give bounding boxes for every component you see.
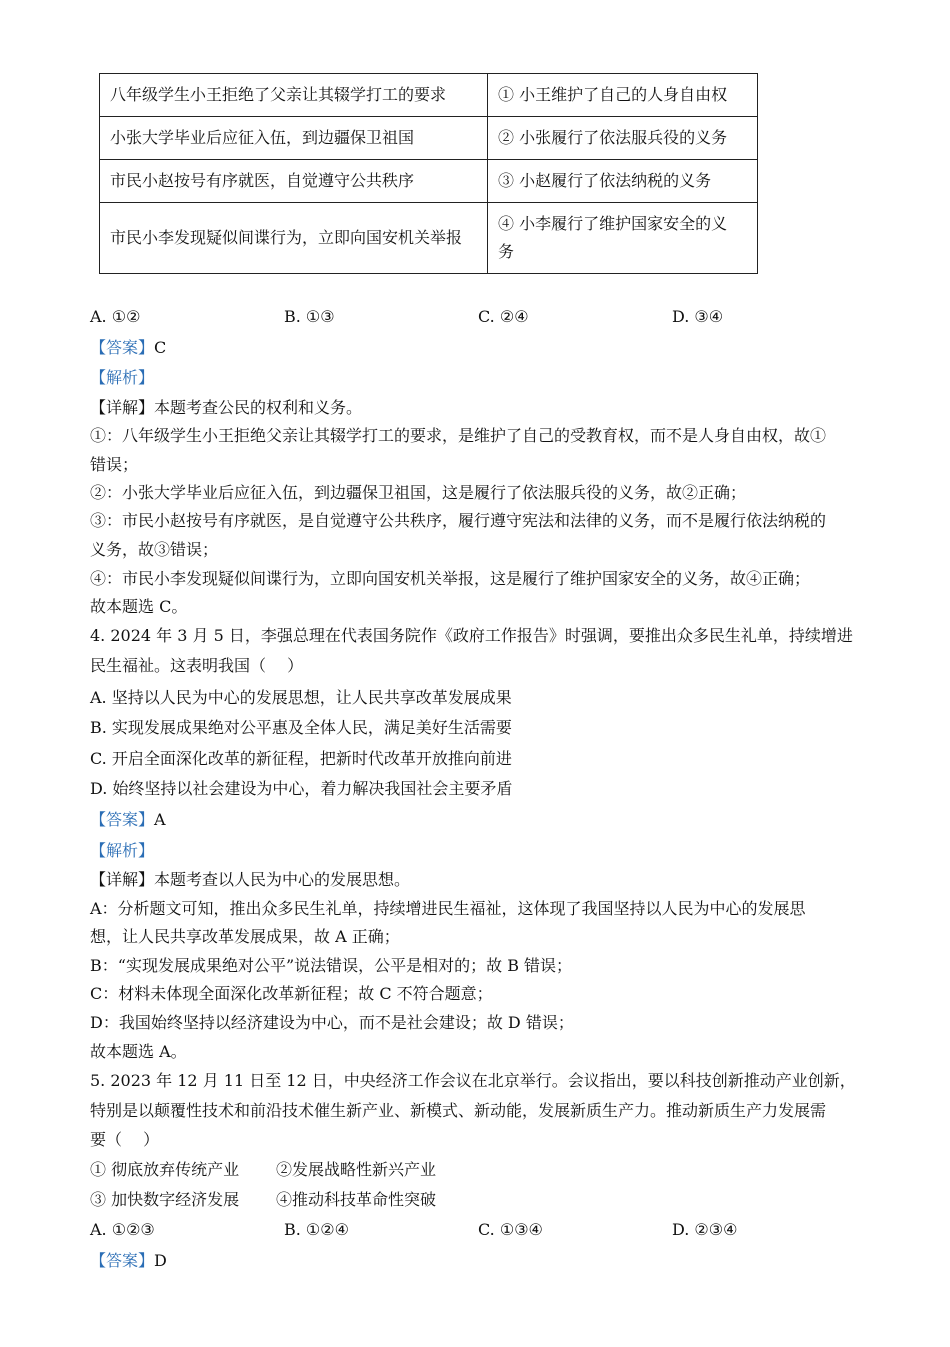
q3-answer [90,333,166,363]
answer-tag: 【答案】 [90,338,155,357]
q5-option-b: B. ①②④ [284,1220,349,1239]
q5-item: ④推动科技革命性突破 [276,1190,437,1209]
table-cell: ③ 小赵履行了依法纳税的义务 [488,160,758,203]
q3-option-d: D. ③④ [672,307,724,326]
answer-tag: 【答案】 [90,1251,155,1270]
q3-explanation-line: ①：八年级学生小王拒绝父亲让其辍学打工的要求，是维护了自己的受教育权，而不是人身自由权，故① [90,426,827,445]
q5-stem: 特别是以颠覆性技术和前沿技术催生新产业、新模式、新动能，发展新质生产力。推动新质生产力发展需 [90,1101,827,1120]
q4-explanation-line: C：材料未体现全面深化改革新征程；故 C 不符合题意； [90,984,493,1003]
answer-value: A [154,810,166,829]
analysis-tag: 【解析】 [90,841,155,860]
q5-option-d: D. ②③④ [672,1220,738,1239]
detail-tag: 【详解】 [90,398,155,417]
q5-option-c: C. ①③④ [478,1220,543,1239]
table-cell [488,203,758,274]
q5-answer [90,1246,167,1276]
q4-analysis-tag [90,836,154,866]
table-row [100,203,758,274]
detail-tag: 【详解】 [90,870,155,889]
q3-explanation-line: ④：市民小李发现疑似间谍行为，立即向国安机关举报，这是履行了维护国家安全的义务，故④正确； [90,569,811,588]
q4-stem: 民生福祉。这表明我国（ ） [90,656,304,675]
answer-value: C [154,338,167,357]
table-cell-line: ④ 小李履行了维护国家安全的义 [498,214,728,233]
q4-option-c: C. 开启全面深化改革的新征程，把新时代改革开放推向前进 [90,749,512,768]
table-cell: 八年级学生小王拒绝了父亲让其辍学打工的要求 [100,74,488,117]
q5-item: ③ 加快数字经济发展 [90,1190,240,1209]
q4-answer [90,805,166,835]
q4-detail [90,865,410,895]
q4-option-d: D. 始终坚持以社会建设为中心，着力解决我国社会主要矛盾 [90,779,513,798]
table-cell: 小张大学毕业后应征入伍，到边疆保卫祖国 [100,117,488,160]
q5-option-a: A. ①②③ [90,1220,155,1239]
answer-value: D [154,1251,167,1270]
q5-stem: 要（ ） [90,1130,160,1149]
table-cell: 市民小李发现疑似间谍行为，立即向国安机关举报 [100,203,488,274]
q3-analysis-tag [90,363,154,393]
q3-option-c: C. ②④ [478,307,529,326]
matching-table [99,73,758,274]
analysis-tag: 【解析】 [90,368,155,387]
q3-explanation-line: 义务，故③错误； [90,540,219,559]
table-cell: ② 小张履行了依法服兵役的义务 [488,117,758,160]
q4-option-b: B. 实现发展成果绝对公平惠及全体人民，满足美好生活需要 [90,718,512,737]
answer-tag: 【答案】 [90,810,155,829]
table-row [100,117,758,160]
detail-text: 本题考查以人民为中心的发展思想。 [154,870,411,889]
detail-text: 本题考查公民的权利和义务。 [154,398,363,417]
q5-stem: 5. 2023 年 12 月 11 日至 12 日，中央经济工作会议在北京举行。会议指出，要以科技创新推动产业创新， [90,1071,856,1090]
q5-item: ① 彻底放弃传统产业 [90,1160,240,1179]
table-cell-line: 务 [498,242,515,261]
q3-explanation-line: 故本题选 C。 [90,597,188,616]
q3-option-a: A. ①② [90,307,141,326]
q4-option-a: A. 坚持以人民为中心的发展思想，让人民共享改革发展成果 [90,688,512,707]
q3-option-b: B. ①③ [284,307,335,326]
table-row [100,74,758,117]
q4-explanation-line: 想，让人民共享改革发展成果，故 A 正确； [90,927,400,946]
q3-explanation-line: ③：市民小赵按号有序就医，是自觉遵守公共秩序，履行遵守宪法和法律的义务，而不是履行依法纳税的 [90,511,827,530]
table-cell: 市民小赵按号有序就医，自觉遵守公共秩序 [100,160,488,203]
q3-detail [90,393,362,423]
q4-explanation-line: 故本题选 A。 [90,1042,187,1061]
q3-explanation-line: 错误； [90,455,139,474]
q4-explanation-line: D：我国始终坚持以经济建设为中心，而不是社会建设；故 D 错误； [90,1013,574,1032]
q3-explanation-line: ②：小张大学毕业后应征入伍，到边疆保卫祖国，这是履行了依法服兵役的义务，故②正确； [90,483,747,502]
q4-stem: 4. 2024 年 3 月 5 日，李强总理在代表国务院作《政府工作报告》时强调，要推出众多民生礼单，持续增进 [90,626,853,645]
q5-item: ②发展战略性新兴产业 [276,1160,437,1179]
q4-explanation-line: A：分析题文可知，推出众多民生礼单，持续增进民生福祉，这体现了我国坚持以人民为中心的发展思 [90,899,806,918]
table-row [100,160,758,203]
q4-explanation-line: B：“实现发展成果绝对公平”说法错误，公平是相对的；故 B 错误； [90,956,573,975]
table-cell: ① 小王维护了自己的人身自由权 [488,74,758,117]
